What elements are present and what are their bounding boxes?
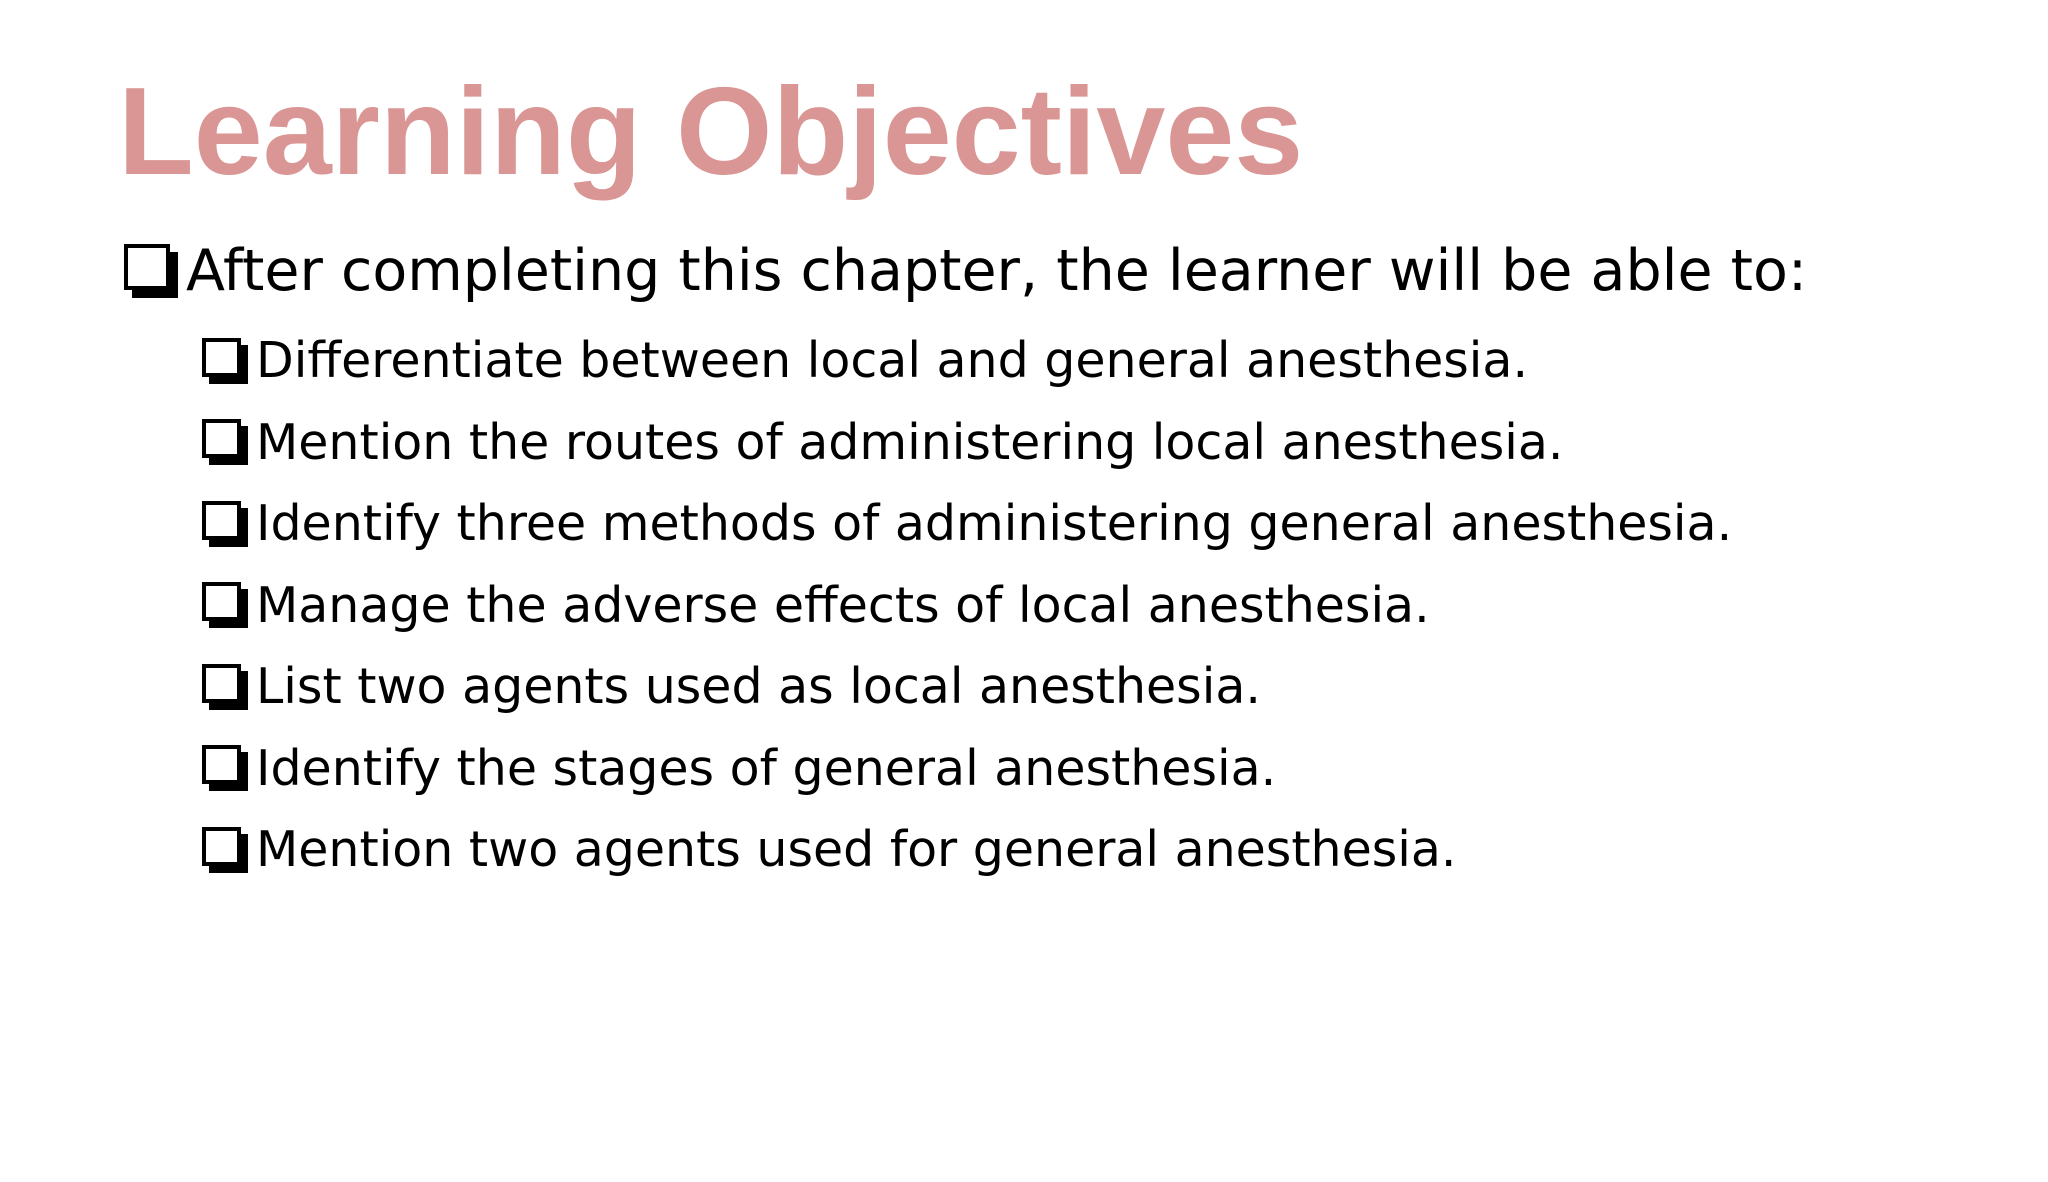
objective-text: Mention two agents used for general anesthesia. (256, 821, 1457, 879)
checkbox-square-icon (202, 501, 248, 547)
objective-item (202, 320, 1732, 402)
intro-text: After completing this chapter, the learner will be able to: (186, 238, 1808, 304)
checkbox-square-icon (202, 745, 248, 791)
checkbox-square-icon (202, 419, 248, 465)
objectives-list (202, 320, 1732, 891)
objective-text: Mention the routes of administering local anesthesia. (256, 413, 1564, 471)
objective-text: Differentiate between local and general anesthesia. (256, 332, 1529, 390)
objective-text: Identify three methods of administering general anesthesia. (256, 495, 1733, 553)
checkbox-square-icon (124, 244, 178, 298)
checkbox-square-icon (202, 582, 248, 628)
intro-bullet (124, 234, 1807, 308)
objective-item (202, 402, 1732, 484)
checkbox-square-icon (202, 664, 248, 710)
objective-text: Manage the adverse effects of local anesthesia. (256, 576, 1430, 634)
objective-item (202, 809, 1732, 891)
objective-text: List two agents used as local anesthesia. (256, 658, 1261, 716)
checkbox-square-icon (202, 827, 248, 873)
slide-title: Learning Objectives (118, 63, 1304, 201)
objective-item (202, 483, 1732, 565)
objective-item (202, 728, 1732, 810)
objective-text: Identify the stages of general anesthesia. (256, 739, 1277, 797)
objective-item (202, 565, 1732, 647)
checkbox-square-icon (202, 338, 248, 384)
objective-item (202, 646, 1732, 728)
